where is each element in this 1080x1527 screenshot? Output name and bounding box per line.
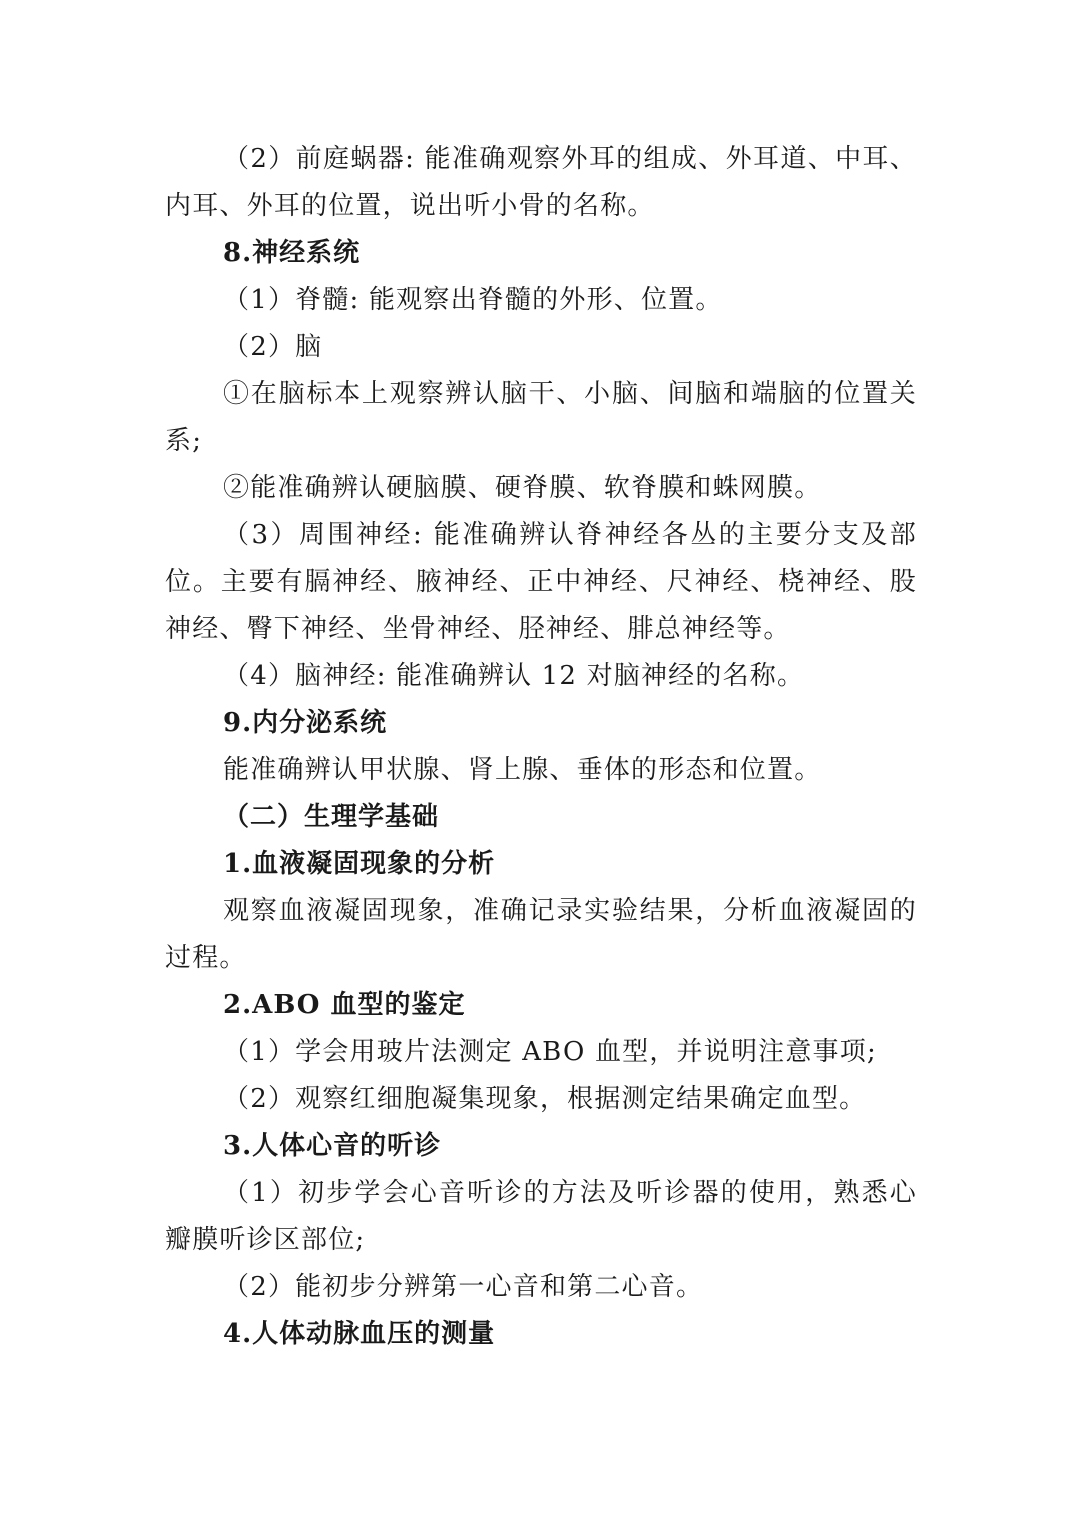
para-cranial-nerves: （4）脑神经: 能准确辨认 12 对脑神经的名称。 — [223, 661, 805, 691]
para-abo-agglutination: （2）观察红细胞凝集现象，根据测定结果确定血型。 — [223, 1084, 867, 1114]
document-body — [165, 136, 917, 1358]
para-endocrine: 能准确辨认甲状腺、肾上腺、垂体的形态和位置。 — [223, 755, 822, 785]
heading-heart-sounds: 3.人体心音的听诊 — [223, 1131, 442, 1161]
para-brain-item-1: ①在脑标本上观察辨认脑干、小脑、间脑和端脑的位置关系; — [165, 379, 917, 456]
para-spinal-cord: （1）脊髓: 能观察出脊髓的外形、位置。 — [223, 285, 723, 315]
para-brain-item-2: ②能准确辨认硬脑膜、硬脊膜、软脊膜和蛛网膜。 — [223, 473, 822, 503]
heading-blood-pressure: 4.人体动脉血压的测量 — [223, 1319, 496, 1349]
para-auscultation-method: （1）初步学会心音听诊的方法及听诊器的使用，熟悉心瓣膜听诊区部位; — [165, 1178, 917, 1255]
para-vestibulocochlear: （2）前庭蜗器: 能准确观察外耳的组成、外耳道、中耳、内耳、外耳的位置，说出听小骨的名称。 — [165, 144, 917, 221]
para-brain: （2）脑 — [223, 332, 323, 362]
heading-abo-blood-type: 2.ABO 血型的鉴定 — [223, 990, 466, 1020]
heading-endocrine-system: 9.内分泌系统 — [223, 708, 388, 738]
para-heart-sound-distinction: （2）能初步分辨第一心音和第二心音。 — [223, 1272, 704, 1302]
heading-nervous-system: 8.神经系统 — [223, 238, 361, 268]
para-abo-slide-method: （1）学会用玻片法测定 ABO 血型，并说明注意事项; — [223, 1037, 877, 1067]
heading-physiology-basics: （二）生理学基础 — [223, 802, 440, 832]
para-blood-coagulation: 观察血液凝固现象，准确记录实验结果，分析血液凝固的过程。 — [165, 896, 917, 973]
heading-blood-coagulation: 1.血液凝固现象的分析 — [223, 849, 496, 879]
para-peripheral-nerves: （3）周围神经: 能准确辨认脊神经各丛的主要分支及部位。主要有膈神经、腋神经、正中神经、尺神经、桡神经、股神经、臀下神经、坐骨神经、胫神经、腓总神经等。 — [165, 520, 917, 644]
